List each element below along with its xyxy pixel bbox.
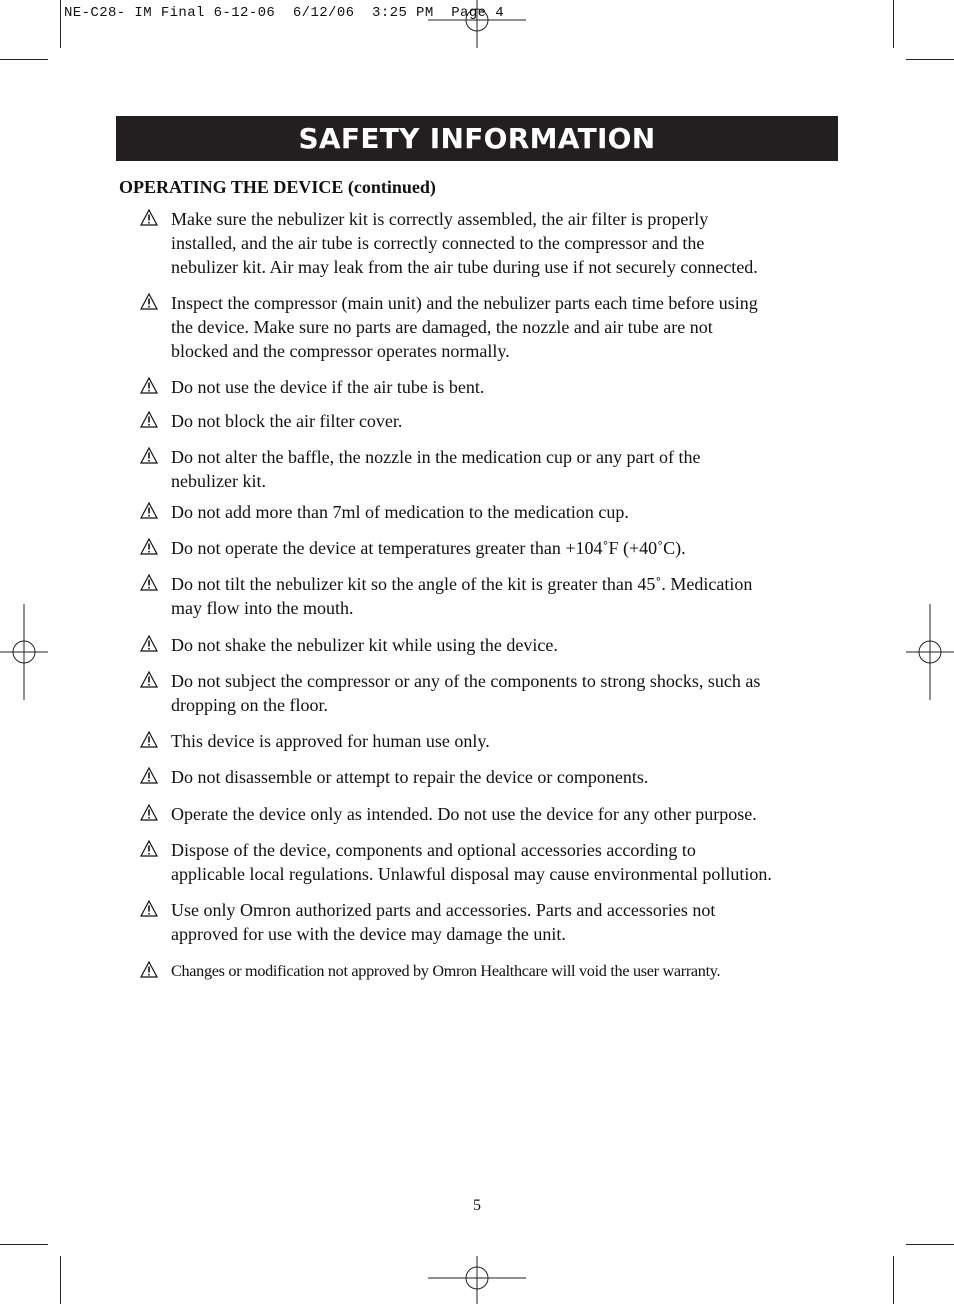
crop-mark bbox=[0, 1244, 48, 1245]
warning-triangle-icon bbox=[140, 209, 158, 226]
warning-text-line: Do not disassemble or attempt to repair the device or components. bbox=[171, 767, 649, 787]
warning-text-line: Use only Omron authorized parts and accessories. Parts and accessories not bbox=[171, 900, 716, 920]
warning-text-line: nebulizer kit. bbox=[171, 471, 266, 491]
warning-text-line: Do not subject the compressor or any of the components to strong shocks, such as bbox=[171, 671, 761, 691]
warning-text-line: Inspect the compressor (main unit) and the nebulizer parts each time before using bbox=[171, 293, 758, 313]
warning-triangle-icon bbox=[140, 635, 158, 652]
warning-text-line: Make sure the nebulizer kit is correctly assembled, the air filter is properly bbox=[171, 209, 709, 229]
warning-triangle-icon bbox=[140, 447, 158, 464]
warning-text-line: may flow into the mouth. bbox=[171, 598, 354, 618]
warning-text-line: Operate the device only as intended. Do not use the device for any other purpose. bbox=[171, 804, 757, 824]
registration-mark-left bbox=[0, 604, 48, 700]
warning-text-line: dropping on the floor. bbox=[171, 695, 328, 715]
warning-text-line: nebulizer kit. Air may leak from the air tube during use if not securely connected. bbox=[171, 257, 758, 277]
registration-mark-bottom bbox=[428, 1256, 526, 1304]
warning-text-line: the device. Make sure no parts are damaged, the nozzle and air tube are not bbox=[171, 317, 713, 337]
crop-mark bbox=[60, 1256, 61, 1304]
warning-text-line: blocked and the compressor operates normally. bbox=[171, 341, 510, 361]
section-title: OPERATING THE DEVICE (continued) bbox=[119, 177, 436, 197]
registration-mark-top bbox=[428, 0, 526, 48]
warning-text-line: Do not operate the device at temperatures greater than +104˚F (+40˚C). bbox=[171, 538, 686, 558]
warning-triangle-icon bbox=[140, 731, 158, 748]
warning-triangle-icon bbox=[140, 377, 158, 394]
warning-text-line: Changes or modification not approved by Omron Healthcare will void the user warranty. bbox=[171, 962, 721, 980]
registration-mark-right bbox=[906, 604, 954, 700]
warning-text-line: Do not shake the nebulizer kit while using the device. bbox=[171, 635, 558, 655]
warning-text-line: applicable local regulations. Unlawful disposal may cause environmental pollution. bbox=[171, 864, 772, 884]
crop-mark bbox=[906, 1244, 954, 1245]
crop-mark bbox=[0, 59, 48, 60]
print-slug: NE-C28- IM Final 6-12-06 6/12/06 3:25 PM Page 4 bbox=[64, 5, 505, 21]
warning-triangle-icon bbox=[140, 411, 158, 428]
warning-text-line: Do not tilt the nebulizer kit so the angle of the kit is greater than 45˚. Medication bbox=[171, 574, 753, 594]
warning-triangle-icon bbox=[140, 574, 158, 591]
warning-triangle-icon bbox=[140, 293, 158, 310]
warning-triangle-icon bbox=[140, 502, 158, 519]
crop-mark bbox=[906, 59, 954, 60]
crop-mark bbox=[893, 0, 894, 48]
page-number: 5 bbox=[473, 1197, 481, 1214]
warning-text-line: This device is approved for human use only. bbox=[171, 731, 490, 751]
warning-text-line: approved for use with the device may damage the unit. bbox=[171, 924, 566, 944]
warning-triangle-icon bbox=[140, 804, 158, 821]
warning-text-line: Do not alter the baffle, the nozzle in the medication cup or any part of the bbox=[171, 447, 701, 467]
warning-text-line: Do not block the air filter cover. bbox=[171, 411, 403, 431]
warning-triangle-icon bbox=[140, 961, 158, 978]
banner-title: SAFETY INFORMATION bbox=[298, 122, 656, 155]
warning-triangle-icon bbox=[140, 538, 158, 555]
warning-triangle-icon bbox=[140, 900, 158, 917]
crop-mark bbox=[893, 1256, 894, 1304]
warning-text-line: Do not add more than 7ml of medication to the medication cup. bbox=[171, 502, 629, 522]
warning-text-line: installed, and the air tube is correctly connected to the compressor and the bbox=[171, 233, 705, 253]
warning-text-line: Dispose of the device, components and optional accessories according to bbox=[171, 840, 696, 860]
crop-mark bbox=[60, 0, 61, 48]
safety-banner bbox=[116, 116, 838, 161]
warning-triangle-icon bbox=[140, 840, 158, 857]
warning-text-line: Do not use the device if the air tube is bent. bbox=[171, 377, 485, 397]
warning-triangle-icon bbox=[140, 671, 158, 688]
warning-triangle-icon bbox=[140, 767, 158, 784]
